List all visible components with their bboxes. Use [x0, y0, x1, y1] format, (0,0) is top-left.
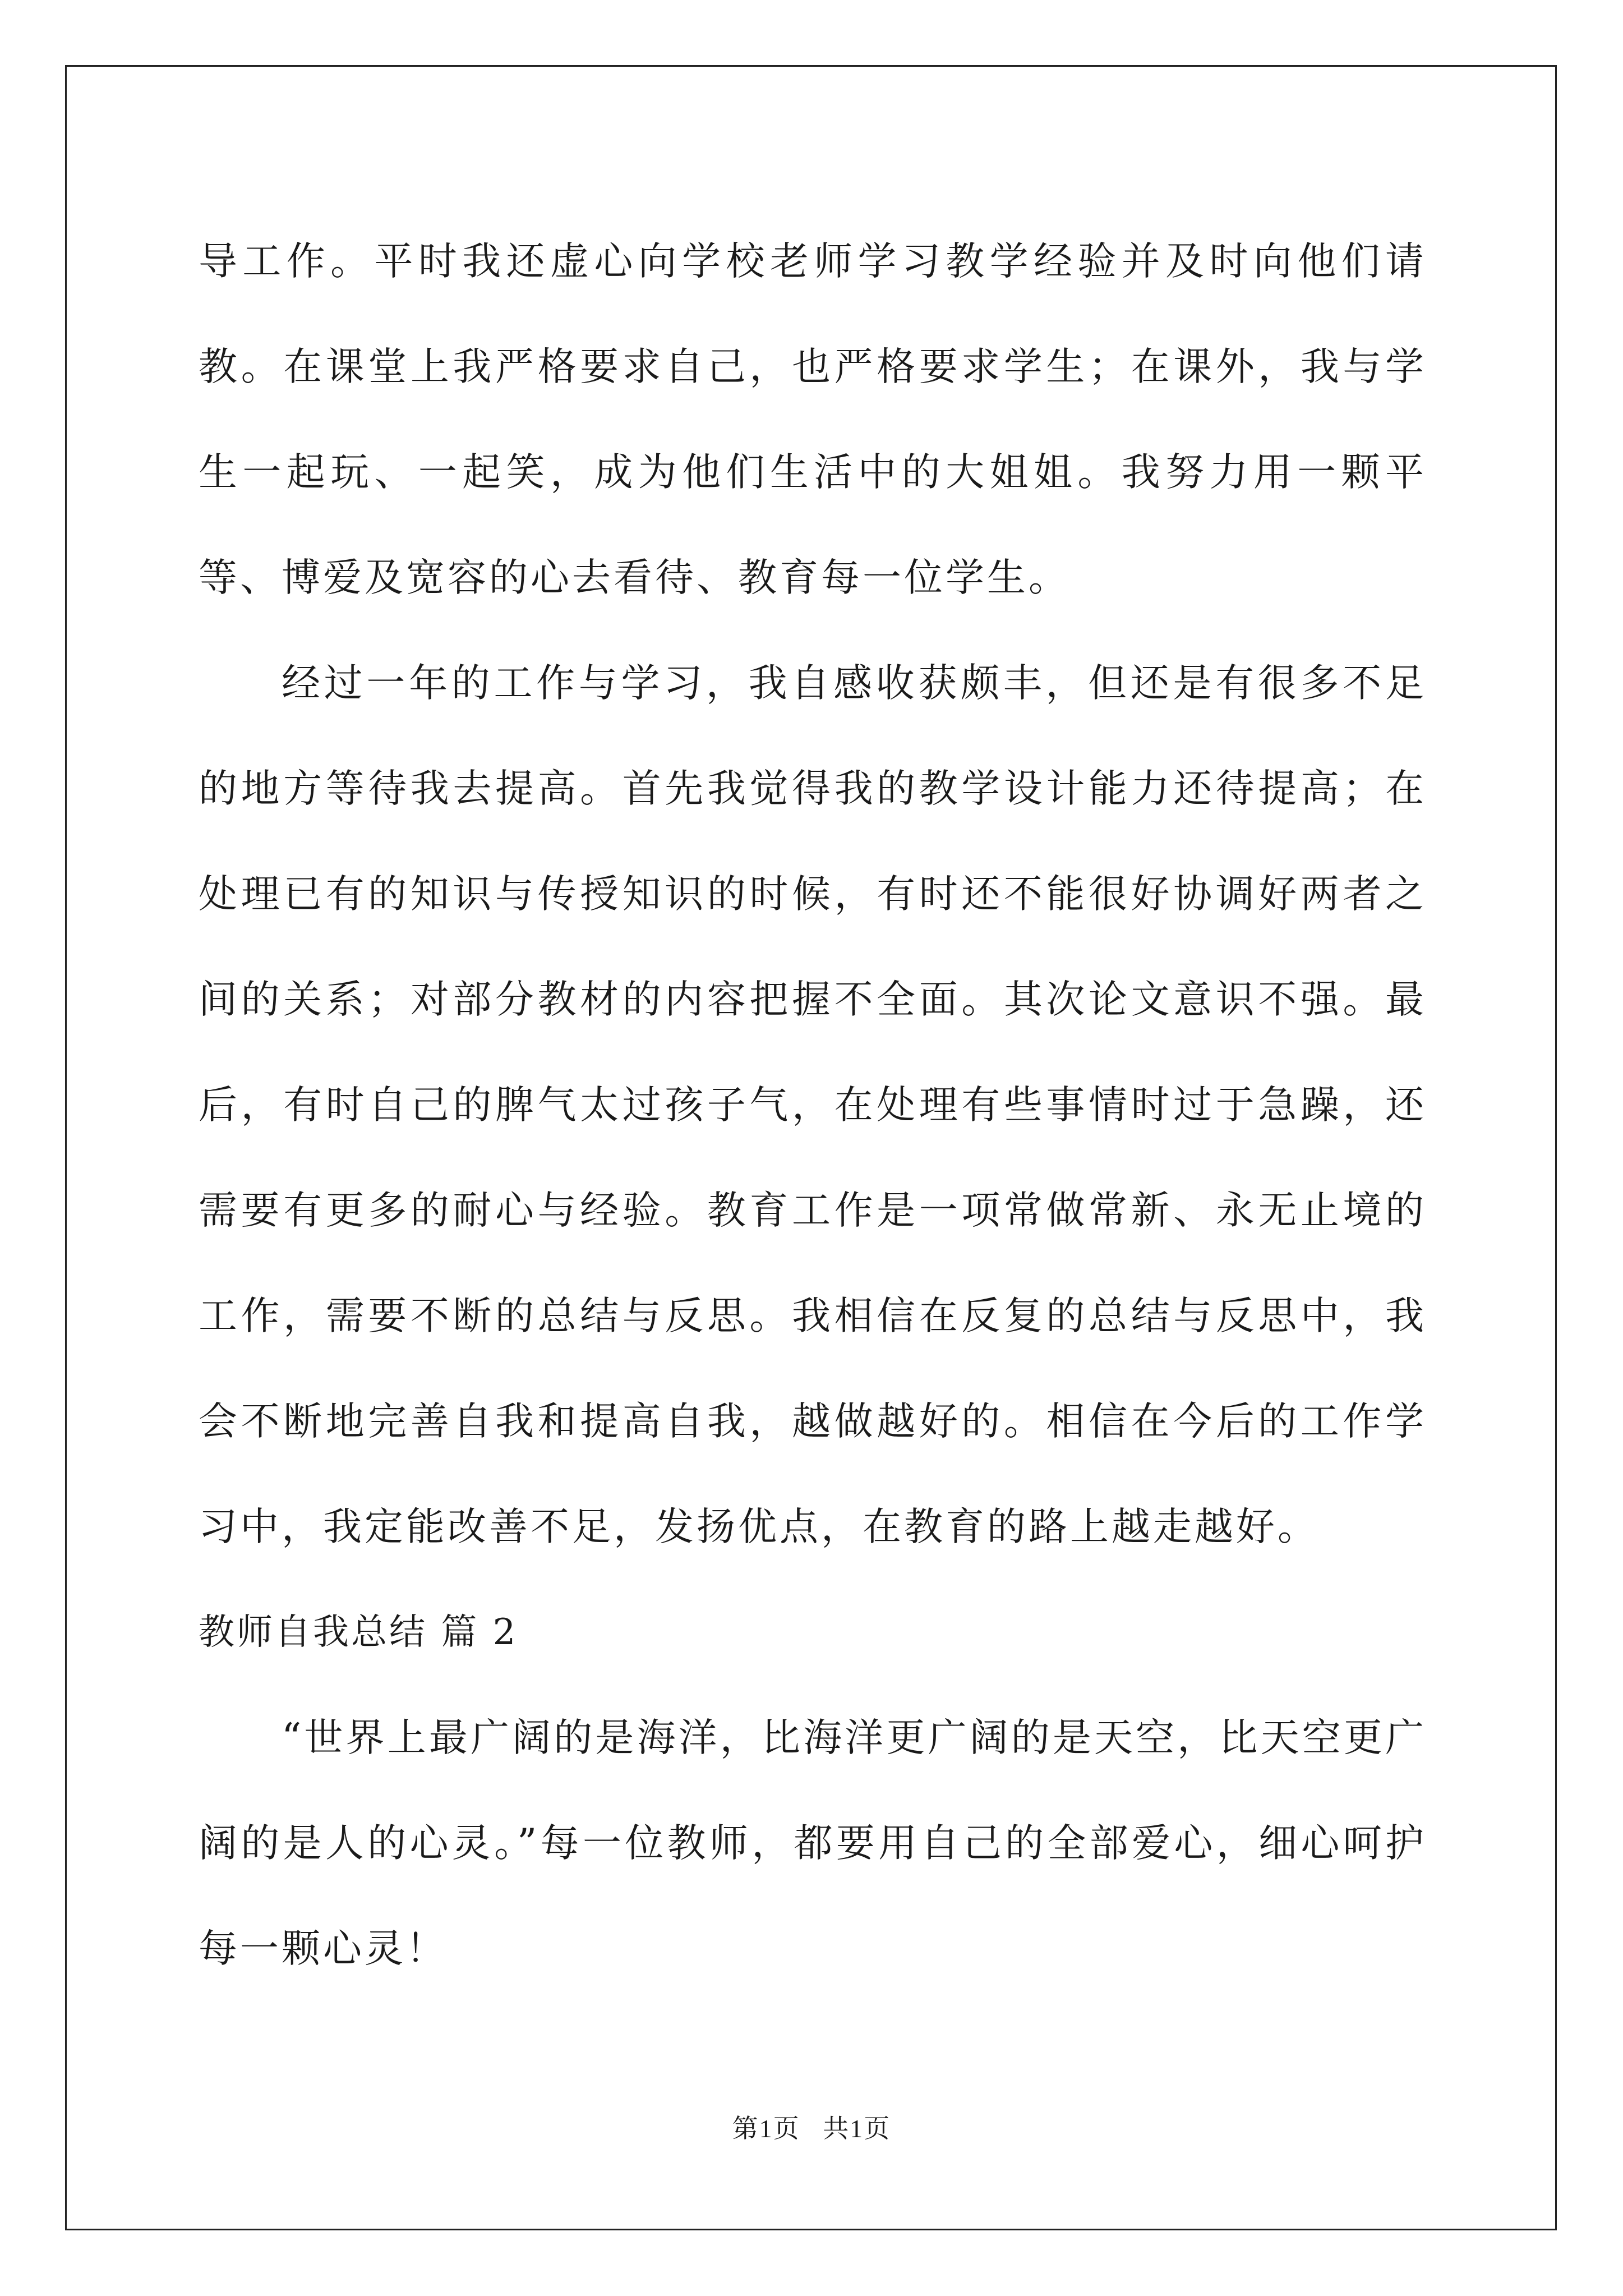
paragraph-2: 经过一年的工作与学习，我自感收获颇丰，但还是有很多不足的地方等待我去提高。首先我觉得我的教学设计能力还待提高；在处理已有的知识与传授知识的时候，有时还不能很好协调好两者之间的关系；对部分教材的内容把握不全面。其次论文意识不强。最后，有时自己的脾气太过孩子气，在处理有些事情时过于急躁，还需要有更多的耐心与经验。教育工作是一项常做常新、永无止境的工作，需要不断的总结与反思。我相信在反复的总结与反思中，我会不断地完善自我和提高自我，越做越好的。相信在今后的工作学习中，我定能改善不足，发扬优点，在教育的路上越走越好。: [199, 661, 1427, 1549]
paragraph-1: 导工作。平时我还虚心向学校老师学习教学经验并及时向他们请教。在课堂上我严格要求自己，也严格要求学生；在课外，我与学生一起玩、一起笑，成为他们生活中的大姐姐。我努力用一颗平等、博爱及宽容的心去看待、教育每一位学生。: [199, 239, 1427, 600]
paragraph-3: “世界上最广阔的是海洋，比海洋更广阔的是天空，比天空更广阔的是人的心灵。”每一位教师，都要用自己的全部爱心，细心呵护每一颗心灵！: [199, 1715, 1427, 1971]
page-footer: 第1页 共1页: [732, 2114, 891, 2143]
section-heading: 教师自我总结 篇 2: [199, 1612, 518, 1653]
document-body: [199, 209, 1427, 2001]
